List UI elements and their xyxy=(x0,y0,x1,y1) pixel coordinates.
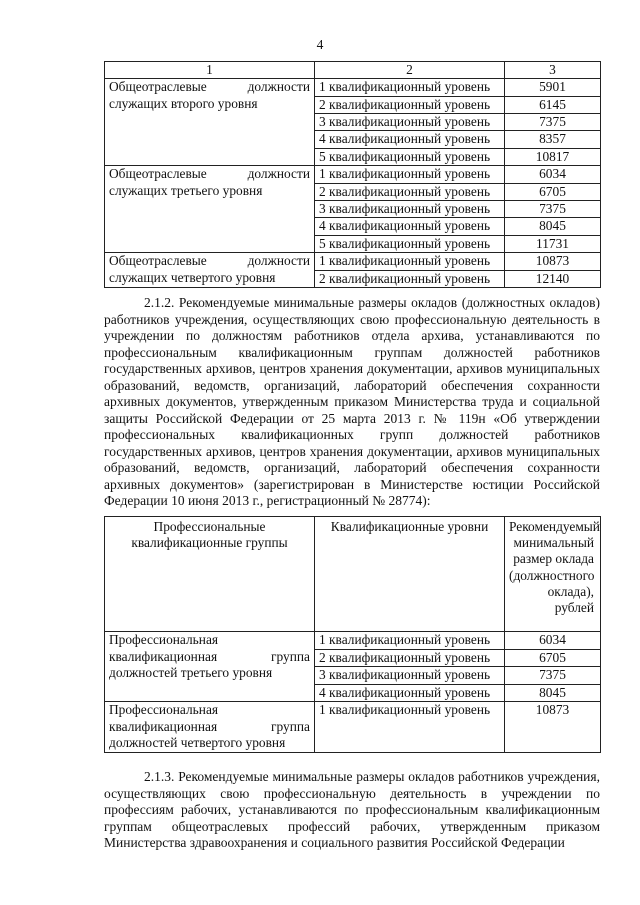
table-header-row xyxy=(105,517,601,632)
level-cell: 2 квалификационный уровень xyxy=(315,649,505,667)
paragraph-2-1-2: 2.1.2. Рекомендуемые минимальные размеры окладов (должностных окладов) работников учреждения, осуществляющих свою профессиональную деятельность в учреждении по должностям работников отдела архива, устанавливаются по профессиональным квалификационным группам должностей работников государственных архивов, центров хранения документации, архивов муниципальных образований, ведомств, организаций, лабораторий обеспечения сохранности архивных документов, утвержденным приказом Министерства труда и социальной защиты Российской Федерации от 25 марта 2013 г. № 119н «Об утверждении профессиональных квалификационных групп должностей работников государственных архивов, центров хранения документации, архивов муниципальных образований, ведомств, организаций, лабораторий обеспечения сохранности архивных документов» (зарегистрирован в Министерстве юстиции Российской Федерации 10 июня 2013 г., регистрационный № 28774): xyxy=(104,295,600,508)
level-cell: 3 квалификационный уровень xyxy=(315,201,505,218)
level-cell: 2 квалификационный уровень xyxy=(315,96,505,113)
level-cell: 1 квалификационный уровень xyxy=(315,702,505,753)
salary-value-cell: 6034 xyxy=(505,632,601,650)
column-header-salary: Рекомендуемый минимальный размер оклада (должностного оклада), рублей xyxy=(505,517,601,632)
table-row xyxy=(105,632,601,650)
salary-value-cell: 10817 xyxy=(505,148,601,165)
level-cell: 1 квалификационный уровень xyxy=(315,166,505,183)
salary-value-cell: 6145 xyxy=(505,96,601,113)
salary-value-cell: 6705 xyxy=(505,649,601,667)
level-cell: 5 квалификационный уровень xyxy=(315,235,505,252)
column-header: 3 xyxy=(505,62,601,79)
column-header: 1 xyxy=(105,62,315,79)
column-header-levels: Квалификационные уровни xyxy=(315,517,505,632)
level-cell: 1 квалификационный уровень xyxy=(315,253,505,270)
level-cell: 2 квалификационный уровень xyxy=(315,183,505,200)
page-number: 4 xyxy=(316,37,324,52)
salary-value-cell: 10873 xyxy=(505,253,601,270)
table-header-row xyxy=(105,62,601,79)
level-cell: 1 квалификационный уровень xyxy=(315,632,505,650)
paragraph-2-1-3: 2.1.3. Рекомендуемые минимальные размеры окладов работников учреждения, осуществляющих свою профессиональную деятельность в учреждении по профессиям рабочих, устанавливаются по профессиональным квалификационным группам общеотраслевых профессий рабочих, утвержденным приказом Министерства здравоохранения и социального развития Российской Федерации xyxy=(104,769,600,850)
level-cell: 3 квалификационный уровень xyxy=(315,114,505,131)
salary-value-cell: 5901 xyxy=(505,79,601,96)
salary-value-cell: 8357 xyxy=(505,131,601,148)
level-cell: 5 квалификационный уровень xyxy=(315,148,505,165)
level-cell: 4 квалификационный уровень xyxy=(315,218,505,235)
level-cell: 3 квалификационный уровень xyxy=(315,667,505,685)
table-row xyxy=(105,79,601,96)
table-row xyxy=(105,253,601,270)
table-row xyxy=(105,166,601,183)
salary-value-cell: 8045 xyxy=(505,218,601,235)
salary-value-cell: 8045 xyxy=(505,684,601,702)
salary-value-cell: 10873 xyxy=(505,702,601,753)
table-row xyxy=(105,702,601,753)
salary-value-cell: 7375 xyxy=(505,114,601,131)
salary-value-cell: 7375 xyxy=(505,201,601,218)
salary-table-archive-positions xyxy=(104,516,601,753)
group-name-cell: Общеотраслевые должности служащих третьего уровня xyxy=(105,166,315,253)
group-name-cell: Профессиональная квалификационная группа должностей третьего уровня xyxy=(105,632,315,702)
column-header-groups: Профессиональные квалификационные группы xyxy=(105,517,315,632)
salary-value-cell: 11731 xyxy=(505,235,601,252)
level-cell: 1 квалификационный уровень xyxy=(315,79,505,96)
level-cell: 2 квалификационный уровень xyxy=(315,270,505,287)
group-name-cell: Общеотраслевые должности служащих второго уровня xyxy=(105,79,315,166)
salary-value-cell: 6705 xyxy=(505,183,601,200)
salary-value-cell: 12140 xyxy=(505,270,601,287)
salary-value-cell: 7375 xyxy=(505,667,601,685)
salary-value-cell: 6034 xyxy=(505,166,601,183)
group-name-cell: Общеотраслевые должности служащих четвертого уровня xyxy=(105,253,315,288)
column-header: 2 xyxy=(315,62,505,79)
salary-table-general-positions xyxy=(104,61,601,288)
level-cell: 4 квалификационный уровень xyxy=(315,131,505,148)
group-name-cell: Профессиональная квалификационная группа должностей четвертого уровня xyxy=(105,702,315,753)
level-cell: 4 квалификационный уровень xyxy=(315,684,505,702)
